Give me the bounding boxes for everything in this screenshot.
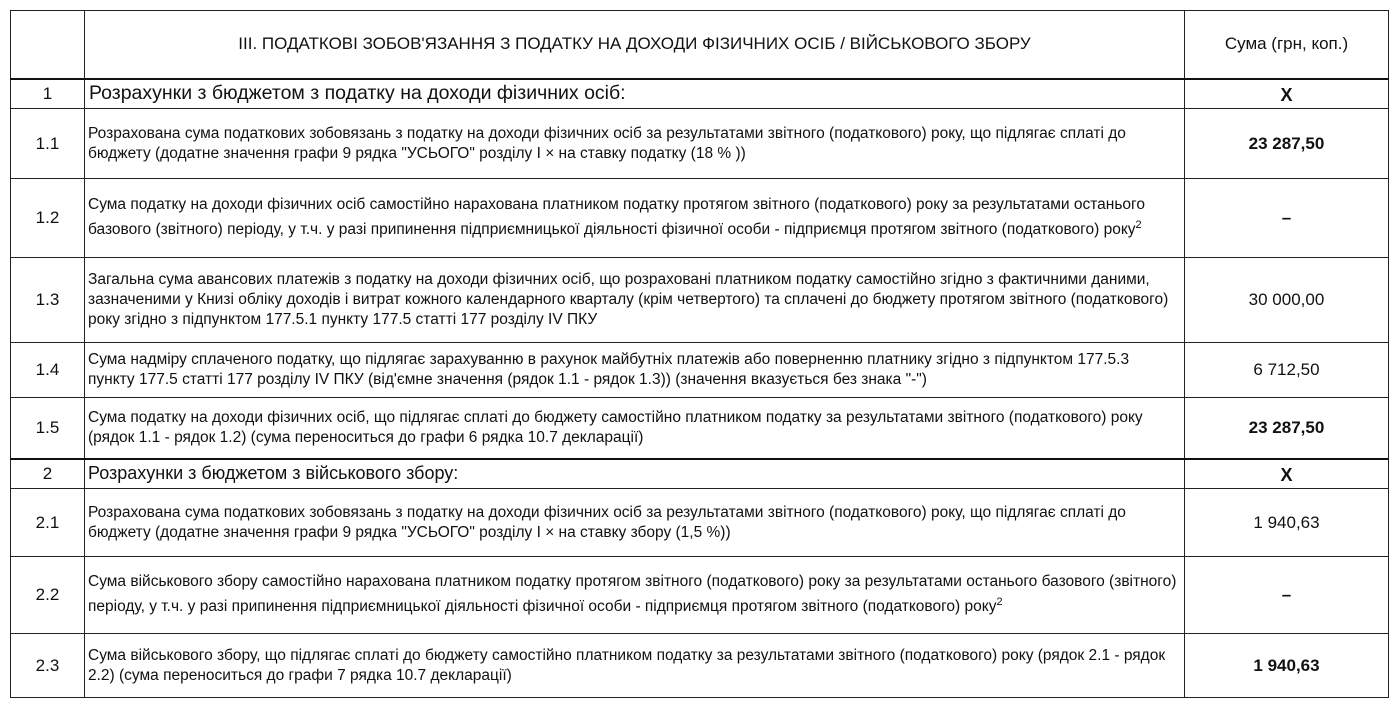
table-header-row [11, 11, 1389, 79]
row-number: 1.5 [11, 398, 85, 459]
row-description: Сума надміру сплаченого податку, що підлягає зарахуванню в рахунок майбутніх платежів або поверненню платнику згідно з підпунктом 177.5.3 пункту 177.5 статті 177 розділу IV ПКУ (від'ємне значення (рядок 1.1 - рядок 1.3)) (значення вказується без знака "-") [85, 343, 1185, 398]
table-row [11, 179, 1389, 258]
row-amount: 1 940,63 [1185, 489, 1389, 557]
row-number: 1.2 [11, 179, 85, 258]
table-row [11, 398, 1389, 459]
row-description: Розрахована сума податкових зобовязань з податку на доходи фізичних осіб за результатами звітного (податкового) року, що підлягає сплаті до бюджету (додатне значення графи 9 рядка "УСЬОГО" розділу І × на ставку збору (1,5 %)) [85, 489, 1185, 557]
table-row [11, 634, 1389, 698]
section-1-title: Розрахунки з бюджетом з податку на доходи фізичних осіб: [85, 79, 1185, 109]
table-row [11, 343, 1389, 398]
amount-column-header: Сума (грн, коп.) [1185, 11, 1389, 79]
table-row [11, 557, 1389, 634]
row-amount: 23 287,50 [1185, 109, 1389, 179]
row-number: 1.4 [11, 343, 85, 398]
row-amount: – [1185, 179, 1389, 258]
table-row [11, 258, 1389, 343]
row-number: 2.1 [11, 489, 85, 557]
section-title: ІІІ. ПОДАТКОВІ ЗОБОВ'ЯЗАННЯ З ПОДАТКУ НА ДОХОДИ ФІЗИЧНИХ ОСІБ / ВІЙСЬКОВОГО ЗБОРУ [85, 11, 1185, 79]
footnote-marker: 2 [1135, 219, 1142, 232]
row-description: Сума військового збору, що підлягає сплаті до бюджету самостійно платником податку за результатами звітного (податкового) року (рядок 2.1 - рядок 2.2) (сума переноситься до графи 7 рядка 10.7 декларації) [85, 634, 1185, 698]
row-amount: 30 000,00 [1185, 258, 1389, 343]
section-1-row [11, 79, 1389, 109]
footnote-marker: 2 [996, 596, 1003, 609]
row-number: 1.1 [11, 109, 85, 179]
row-amount: 23 287,50 [1185, 398, 1389, 459]
row-description: Загальна сума авансових платежів з податку на доходи фізичних осіб, що розраховані платником податку самостійно згідно з фактичними даними, зазначеними у Книзі обліку доходів і витрат кожного календарного кварталу (крім четвертого) та сплачені до бюджету протягом звітного (податкового) року згідно з підпунктом 177.5.1 пункту 177.5 статті 177 розділу IV ПКУ [85, 258, 1185, 343]
row-amount: 6 712,50 [1185, 343, 1389, 398]
table-row [11, 109, 1389, 179]
section-2-title: Розрахунки з бюджетом з військового збору: [85, 459, 1185, 489]
row-amount: – [1185, 557, 1389, 634]
row-amount: 1 940,63 [1185, 634, 1389, 698]
header-empty-cell [11, 11, 85, 79]
row-number: 1 [11, 79, 85, 109]
row-description-text: Сума податку на доходи фізичних осіб самостійно нарахована платником податку протягом звітного (податкового) року за результатами останього базового (звітного) періоду, у т.ч. у разі припинення підприємницької діяльності фізичної особи - підприємця протягом звітного (податкового) року [88, 196, 1145, 239]
row-number: 2.2 [11, 557, 85, 634]
row-number: 1.3 [11, 258, 85, 343]
row-number: 2.3 [11, 634, 85, 698]
row-description [85, 179, 1185, 258]
row-description [85, 557, 1185, 634]
tax-liabilities-table [10, 10, 1389, 698]
row-number: 2 [11, 459, 85, 489]
row-description: Розрахована сума податкових зобовязань з податку на доходи фізичних осіб за результатами звітного (податкового) року, що підлягає сплаті до бюджету (додатне значення графи 9 рядка "УСЬОГО" розділу І × на ставку податку (18 % )) [85, 109, 1185, 179]
section-2-row [11, 459, 1389, 489]
row-description: Сума податку на доходи фізичних осіб, що підлягає сплаті до бюджету самостійно платником податку за результатами звітного (податкового) року (рядок 1.1 - рядок 1.2) (сума переноситься до графи 6 рядка 10.7 декларації) [85, 398, 1185, 459]
section-1-mark: Х [1185, 79, 1389, 109]
row-description-text: Сума військового збору самостійно нарахована платником податку протягом звітного (податкового) року за результатами останього базового (звітного) періоду, у т.ч. у разі припинення підприємницької діяльності фізичної особи - підприємця протягом звітного (податкового) року [88, 573, 1177, 616]
section-2-mark: Х [1185, 459, 1389, 489]
table-row [11, 489, 1389, 557]
